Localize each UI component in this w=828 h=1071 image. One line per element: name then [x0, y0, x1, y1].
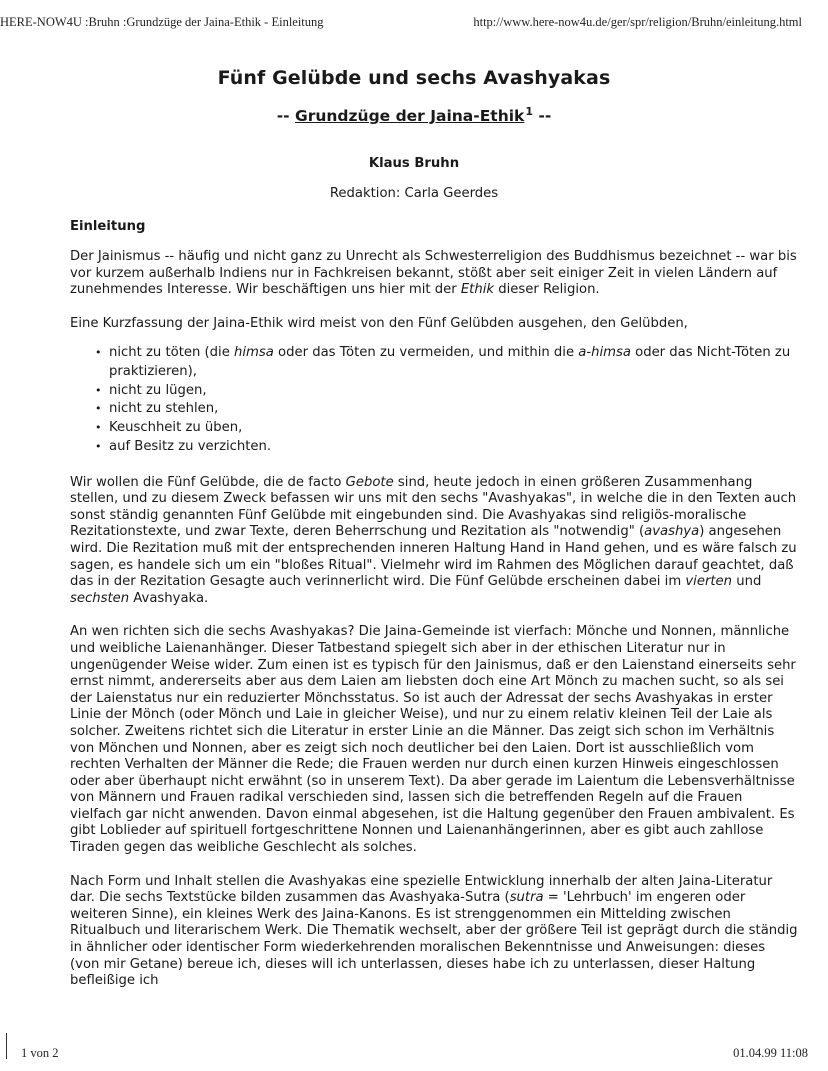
print-timestamp: 01.04.99 11:08 [733, 1046, 808, 1060]
paragraph-3 [70, 475, 798, 608]
text: Avashyaka. [129, 590, 209, 606]
text: oder das Nicht-Töten zu praktizieren), [109, 345, 791, 380]
emphasis: avashya [644, 524, 700, 540]
subtitle-suffix: -- [533, 107, 552, 125]
text: Der Jainismus -- häufig und nicht ganz zu Unrecht als Schwesterreligion des Buddhismus bezeichnet -- war bis vor kurzem außerhalb Indiens nur in Fachkreisen bekannt, stößt aber seit einiger Zeit in vielen Ländern auf zunehmendes Interesse. Wir beschäftigen uns hier mit der [70, 249, 797, 298]
emphasis: a-himsa [578, 345, 631, 361]
page-counter: 1 von 2 [21, 1046, 59, 1060]
margin-mark [6, 1033, 7, 1059]
list-item: • auf Besitz zu verzichten. [109, 438, 798, 457]
editor-credit: Redaktion: Carla Geerdes [329, 186, 499, 201]
paragraph-5 [70, 874, 798, 990]
subtitle-prefix: -- [276, 107, 295, 125]
emphasis: himsa [234, 345, 274, 361]
emphasis: vierten [685, 574, 733, 590]
footnote-marker[interactable]: 1 [525, 105, 533, 118]
text: ) angesehen wird. Die Rezitation muß mit der entsprechenden inneren Haltung Hand in Hand gehen, und es wäre falsch zu sagen, es handele sich um ein "bloßes Ritual". Vielmehr wird im Rahmen des Möglichen darauf geachtet, daß das in der Rezitation Gesagte auch verinnerlicht wird. Die Fünf Gelübde erscheinen dabei im [70, 524, 797, 590]
text: dieser Religion. [494, 282, 600, 298]
text: sind, heute jedoch in einen größeren Zusammenhang stellen, und zu diesem Zweck befassen wir uns mit den sechs "Avashyakas", in welche die in den Texten auch sonst ständig genannten Fünf Gelübde mit eingebunden sind. Die Avashyakas sind religiös-moralische Rezitationstexte, und zwar Texte, deren Beherrschung und Rezitation als "notwendig" ( [70, 474, 797, 540]
print-header-title: HERE-NOW4U :Bruhn :Grundzüge der Jaina-Ethik - Einleitung [0, 15, 324, 29]
vow-list [70, 344, 798, 456]
text: = 'Lehrbuch' im engeren oder weiteren Sinne), ein kleines Werk des Jaina-Kanons. Es ist strenggenommen ein Mittelding zwischen Ritualbuch und literarischem Werk. Die Thematik wechselt, aber der größere Teil ist geprägt durch die ständig in ähnlicher oder identischer Form wiederkehrenden moralischen Bekenntnisse und Anweisungen: dieses (von mir Getane) bereue ich, dieses will ich unterlassen, dieses habe ich zu unterlassen, dieser Haltung befleißige ich [70, 890, 798, 989]
text: oder das Töten zu vermeiden, und mithin die [273, 345, 579, 361]
author-name: Klaus Bruhn [368, 156, 460, 171]
paragraph-2: Eine Kurzfassung der Jaina-Ethik wird meist von den Fünf Gelübden ausgehen, den Gelübden, [70, 315, 688, 331]
subtitle-link[interactable]: Grundzüge der Jaina-Ethik [294, 107, 525, 125]
document-subtitle [0, 105, 828, 125]
article-body [70, 249, 798, 1007]
list-item [109, 344, 798, 381]
text: Nach Form und Inhalt stellen die Avashyakas eine spezielle Entwicklung innerhalb der alten Jaina-Literatur dar. Die sechs Textstücke bilden zusammen das Avashyaka-Sutra ( [70, 873, 773, 906]
text: nicht zu töten (die [109, 345, 235, 361]
document-title: Fünf Gelübde und sechs Avashyakas [217, 67, 611, 89]
paragraph-4: An wen richten sich die sechs Avashyakas? Die Jaina-Gemeinde ist vierfach: Mönche und Nonnen, männliche und weibliche Laienanhänger. Dieser Tatbestand spiegelt sich aber in der ethischen Literatur nur in ungenügender Weise wider. Zum einen ist es typisch für den Jainismus, daß er den Laienstand einerseits sehr ernst nimmt, andererseits aber aus dem Laien am liebsten doch eine Art Mönch zu machen sucht, so als sei der Laienstatus nur ein reduzierter Mönchsstatus. So ist auch der Adressat der sechs Avashyakas in erster Linie der Mönch (oder Mönch und Laie in gleicher Weise), und nur zu einem relativ kleinen Teil der Laie als solcher. Zweitens richtet sich die Literatur in erster Linie an die Männer. Das zeigt sich schon im Verhältnis von Mönchen und Nonnen, aber es zeigt sich noch deutlicher bei den Laien. Dort ist ausschließlich vom rechten Verhalten der Männer die Rede; die Frauen werden nur durch einen kurzen Hinweis eingeschlossen oder aber überhaupt nicht erwähnt (so in unserem Text). Da aber gerade im Laientum die Lebensverhältnisse von Männern und Frauen radikal verschieden sind, lassen sich die betreffenden Regeln auf die Frauen vielfach gar nicht anwenden. Davon einmal abgesehen, ist die Haltung gegenüber den Frauen ambivalent. Es gibt Loblieder auf spirituell fortgeschrittene Nonnen und Laienanhängerinnen, aber es gibt auch zahllose Tiraden gegen das weibliche Geschlecht als solches. [70, 624, 796, 856]
emphasis: Gebote [345, 474, 394, 490]
text: und [732, 574, 762, 590]
list-item: • Keuschheit zu üben, [109, 419, 798, 438]
paragraph-1 [70, 249, 798, 299]
emphasis: sutra [509, 890, 544, 906]
list-item: • nicht zu stehlen, [109, 400, 798, 419]
emphasis: sechsten [70, 590, 130, 606]
list-item: • nicht zu lügen, [109, 382, 798, 401]
text: Wir wollen die Fünf Gelübde, die de facto [70, 474, 346, 490]
emphasis: Ethik [460, 282, 495, 298]
print-header-url: http://www.here-now4u.de/ger/spr/religion/Bruhn/einleitung.html [473, 15, 802, 29]
section-heading: Einleitung [70, 219, 146, 234]
